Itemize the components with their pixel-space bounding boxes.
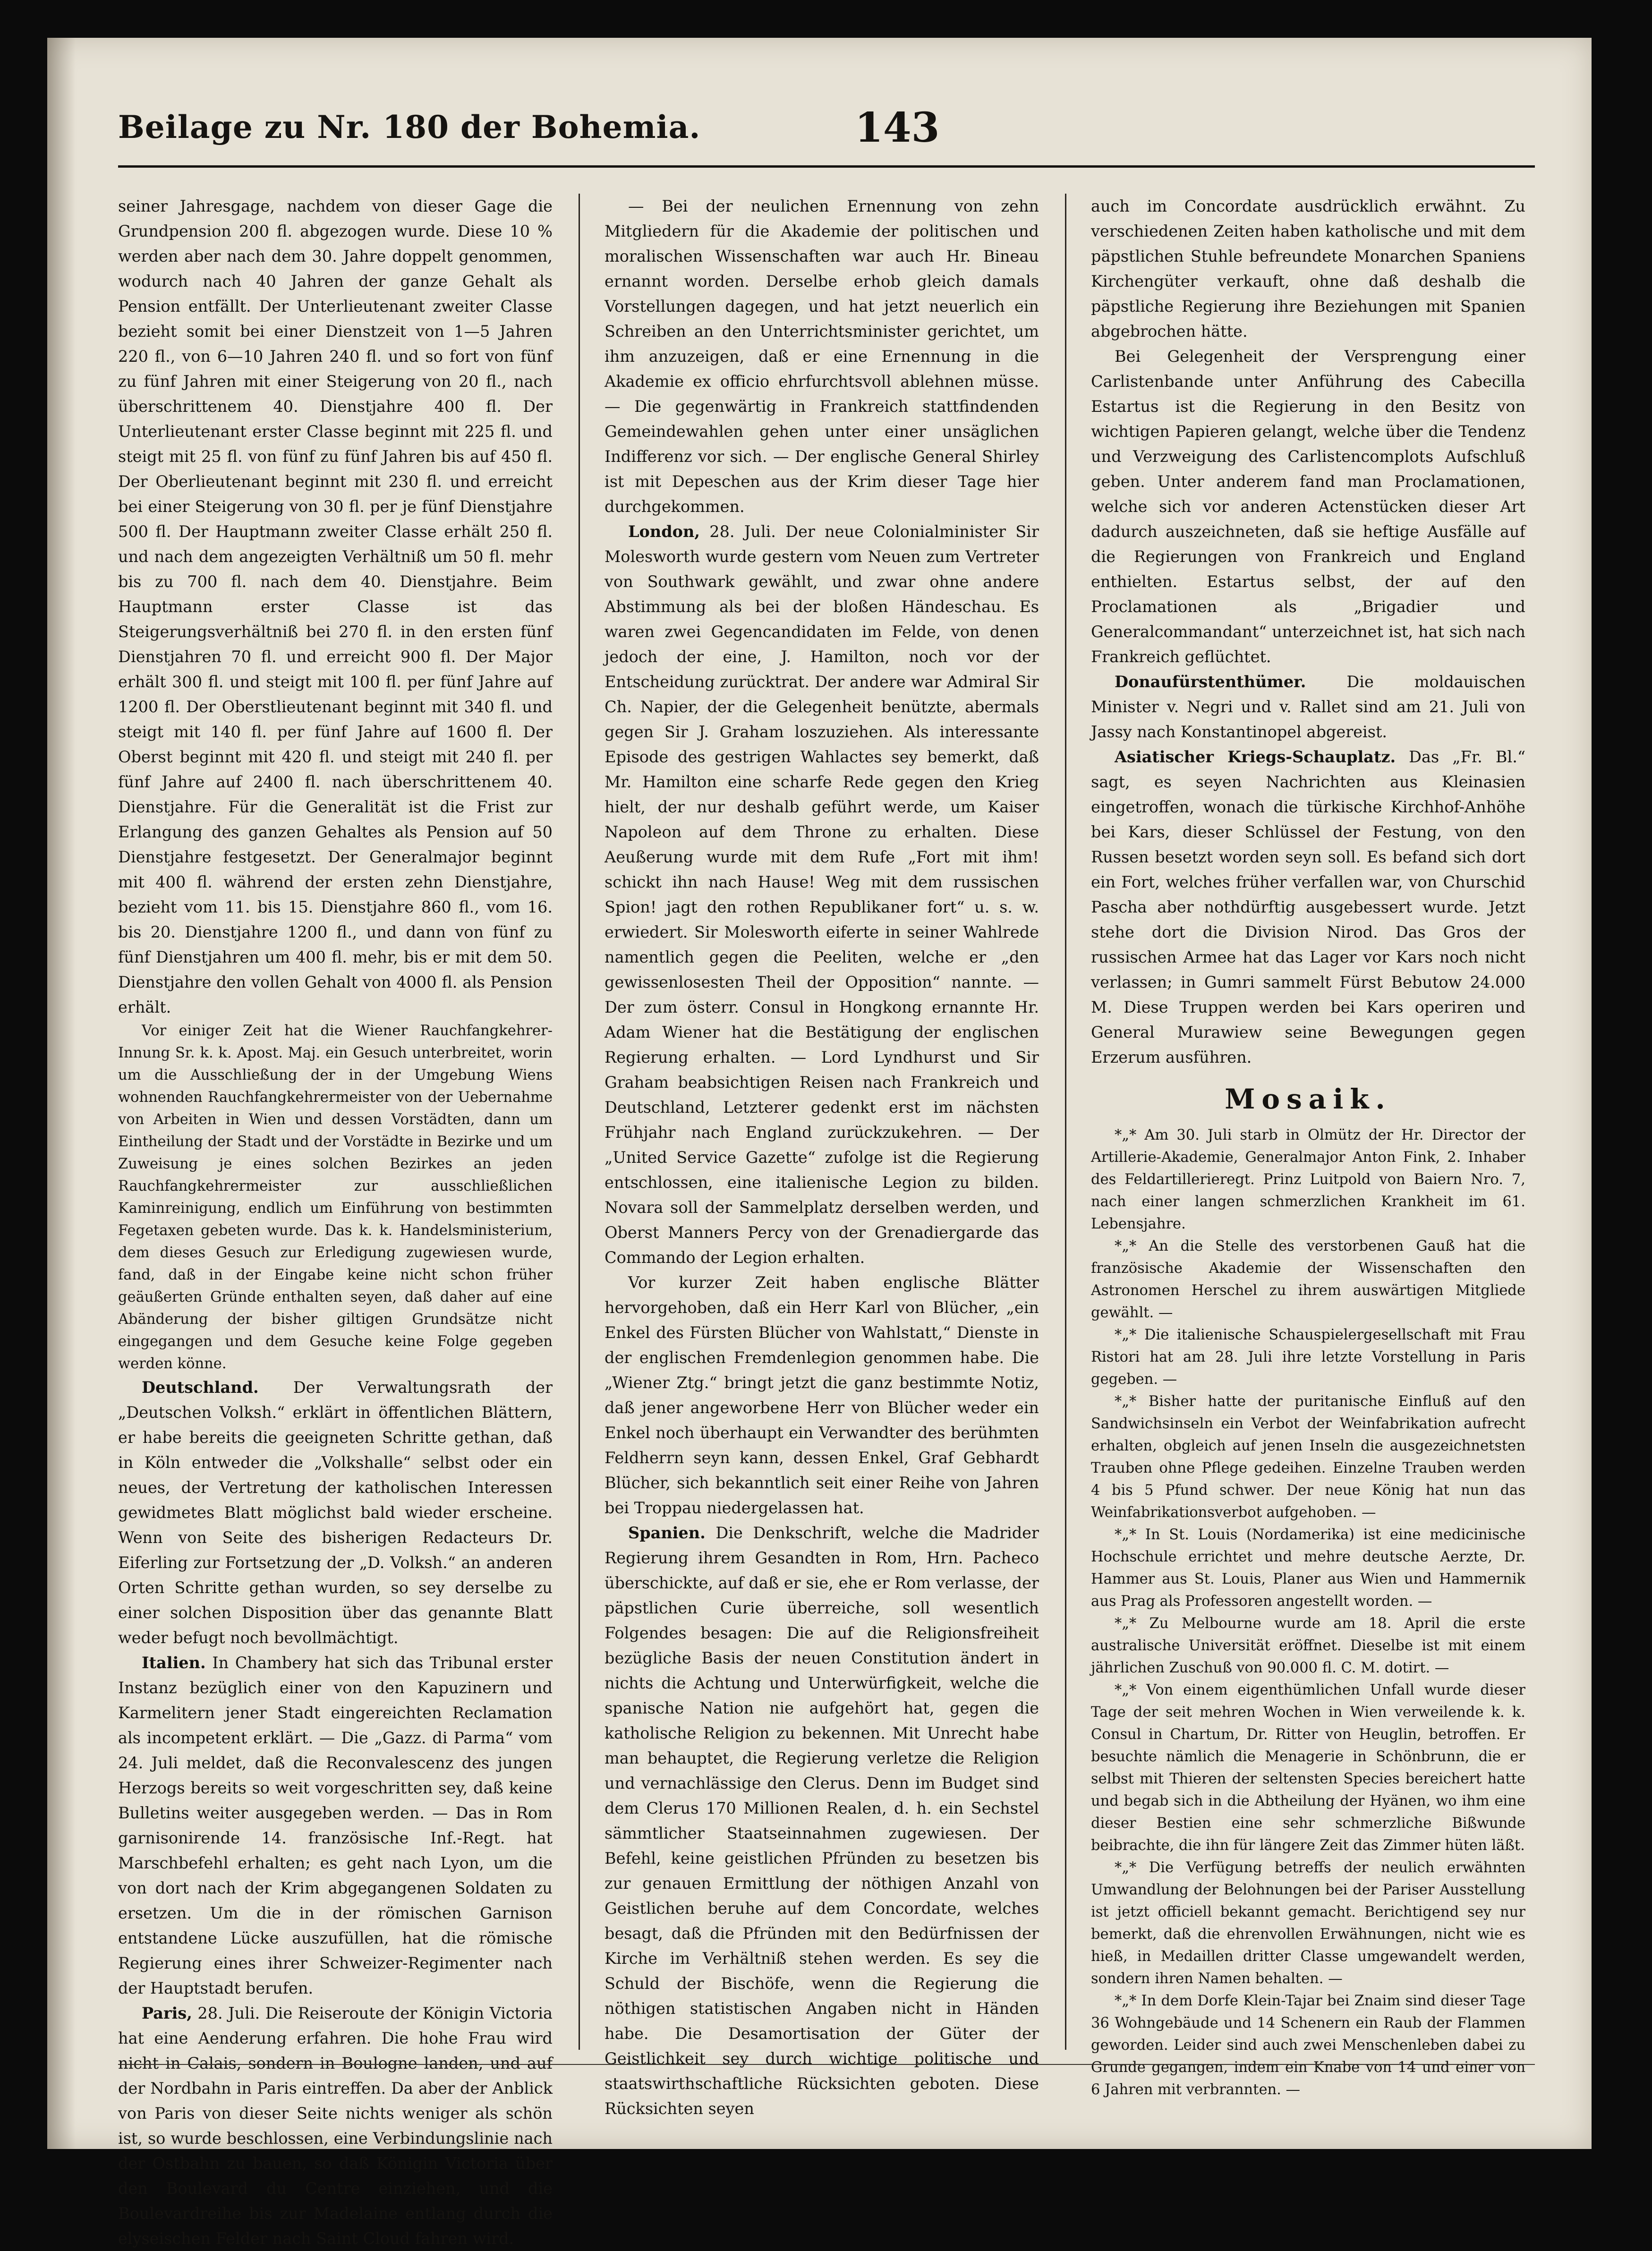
dateline-london: London, [628,522,700,541]
mosaik-item: *„* Die italienische Schauspielergesellschaft mit Frau Ristori hat am 28. Juli ihre letzte Vorstellung in Paris gegeben. — [1091,1327,1525,1388]
article-concordat: auch im Concordate ausdrücklich erwähnt. Zu verschiedenen Zeiten haben katholische und mit dem päpstlichen Stuhle befreundete Monarchen Spaniens Kirchengüter verkauft, ohne daß deshalb die päpstliche Regierung ihre Beziehungen mit Spanien abgebrochen hätte. [1091,197,1525,341]
article-asia [1091,744,1525,1070]
article-london-text: 28. Juli. Der neue Colonialminister Sir Molesworth wurde gestern vom Neuen zum Vertreter von Southwark gewählt, und zwar ohne andere Abstimmung als bei der bloßen Händeschau. Es waren zwei Gegencandidaten im Felde, von denen jedoch der eine, J. Hamilton, noch vor der Entscheidung zurücktrat. Der andere war Admiral Sir Ch. Napier, der die Gelegenheit benützte, abermals gegen Sir J. Graham loszuziehen. Als interessante Episode des gestrigen Wahlactes sey bemerkt, daß Mr. Hamilton eine scharfe Rede gegen den Krieg hielt, der nur deshalb geführt werde, um Kaiser Napoleon auf dem Throne zu erhalten. Diese Aeußerung wurde mit dem Rufe „Fort mit ihm! schickt ihn nach Hause! Weg mit dem russischen Spion! jagt den rothen Republikaner fort“ u. s. w. erwiedert. Sir Molesworth eiferte in seiner Wahlrede namentlich gegen die Peeliten, welche er „den gewissenlosesten Theil der Opposition“ nannte. — Der zum österr. Consul in Hongkong ernannte Hr. Adam Wiener hat die Bestätigung der englischen Regierung erhalten. — Lord Lyndhurst und Sir Graham beabsichtigen Reisen nach Frankreich und Deutschland, Letzterer gedenkt erst im nächsten Frühjahr nach England zurückzukehren. — Der „United Service Gazette“ zufolge ist die Regierung entschlossen, eine italienische Legion zu bilden. Novara soll der Sammelplatz derselben werden, und Oberst Manners Percy von der Grenadiergarde das Commando der Legion erhalten. [605,522,1039,1267]
dateline-italien: Italien. [142,1654,206,1672]
dateline-paris: Paris, [142,2004,192,2022]
article-donau [1091,669,1525,744]
mosaik-item: *„* Von einem eigenthümlichen Unfall wurde dieser Tage der seit mehren Wochen in Wien verweilende k. k. Consul in Chartum, Dr. Ritter von Heuglin, betroffen. Er besuchte nämlich die Menagerie in Schönbrunn, die er selbst mit Thieren der seltensten Species bereichert hatte und begab sich in die Abtheilung der Hyänen, wo ihm eine dieser Bestien eine sehr schmerzliche Bißwunde beibrachte, die ihn für längere Zeit das Zimmer hüten läßt. [1091,1682,1525,1854]
column-divider-2 [1065,194,1066,2050]
mosaik-heading: Mosaik. [1225,1083,1392,1115]
column-2 [605,194,1039,2118]
supplement-title: Beilage zu Nr. 180 der Bohemia. [118,109,701,145]
article-carlists: Bei Gelegenheit der Versprengung einer Carlistenbande unter Anführung des Cabecilla Estartus ist die Regierung in den Besitz von wichtigen Papieren gelangt, welche über die Tendenz und Verzweigung des Carlistencomplots Aufschluß geben. Unter anderem fand man Proclamationen, welche sich vor anderen Actenstücken dieser Art dadurch auszeichneten, daß sie heftige Ausfälle auf die Regierungen von Frankreich und England enthielten. Estartus selbst, der auf den Proclamationen als „Brigadier und Generalcommandant“ unterzeichnet ist, hat sich nach Frankreich geflüchtet. [1091,347,1525,666]
article-spanien-text: Die Denkschrift, welche die Madrider Regierung ihrem Gesandten in Rom, Hrn. Pacheco überschickte, auf daß er sie, ehe er Rom verlasse, der päpstlichen Curie überreiche, soll wesentlich Folgendes besagen: Die auf die Religionsfreiheit bezügliche Basis der neuen Constitution ändert in nichts die Achtung und Unterwürfigkeit, welche die spanische Nation nie aufgehört hat, gegen die katholische Religion zu bekennen. Mit Unrecht habe man behauptet, die Regierung verletze die Religion und vernachlässige den Clerus. Denn im Budget sind dem Clerus 170 Millionen Realen, d. h. ein Sechstel sämmtlicher Staatseinnahmen zugewiesen. Der Befehl, keine geistlichen Pfründen zu besetzen bis zur genauen Ermittlung der nöthigen Anzahl von Geistlichen beruhe auf dem Concordate, welches besagt, daß die Pfründen mit den Bedürfnissen der Kirche im Verhältniß stehen werden. Es sey die Schuld der Bischöfe, wenn die Regierung die nöthigen statistischen Angaben nicht in Händen habe. Die Desamortisation der Güter der Geistlichkeit sey durch wichtige politische und staatswirthschaftliche Rücksichten geboten. Diese Rücksichten seyen [605,1524,1039,2118]
article-deutschland [118,1375,553,1650]
mosaik-item: *„* Bisher hatte der puritanische Einfluß auf den Sandwichsinseln ein Verbot der Weinfabrikation aufrecht erhalten, obgleich auf jenen Inseln die ausgezeichnetsten Trauben ohne Pflege gedeihen. Einzelne Trauben werden 4 bis 5 Pfund schwer. Der neue König hat nun das Weinfabrikationsverbot aufgehoben. — [1091,1393,1525,1521]
article-deutschland-text: Der Verwaltungsrath der „Deutschen Volksh.“ erklärt in öffentlichen Blättern, er habe bereits die geeigneten Schritte gethan, daß in Köln entweder die „Volkshalle“ selbst oder ein neues, der Vertretung der katholischen Interessen gewidmetes Blatt möglichst bald wieder erscheine. Wenn von Seite des bisherigen Redacteurs Dr. Eiferling zur Fortsetzung der „D. Volksh.“ an anderen Orten Schritte gethan wurden, so sey derselbe zu einer solchen Disposition über das genannte Blatt weder befugt noch bevollmächtigt. [118,1378,553,1647]
page-number: 143 [855,104,940,152]
article-asia-text: Das „Fr. Bl.“ sagt, es seyen Nachrichten aus Kleinasien eingetroffen, wonach die türkische Kirchhof-Anhöhe bei Kars, dieser Schlüssel der Festung, von den Russen besetzt worden seyn soll. Es befand sich dort ein Fort, welches früher verfallen war, von Churschid Pascha aber nothdürftig ausgebessert wurde. Jetzt stehe dort die Division Nirod. Das Gros der russischen Armee hat das Lager vor Kars noch nicht verlassen; in Gumri sammelt Fürst Bebutow 24.000 M. Diese Truppen werden bei Kars operiren und General Murawiew seine Bewegungen gegen Erzerum ausführen. [1091,748,1525,1066]
dateline-spanien: Spanien. [628,1524,706,1542]
article-london [605,519,1039,1270]
article-chimney-sweeps: Vor einiger Zeit hat die Wiener Rauchfangkehrer-Innung Sr. k. k. Apost. Maj. ein Gesuch unterbreitet, worin um die Ausschließung der in der Umgebung Wiens wohnenden Rauchfangkehrermeister von der Uebernahme von Arbeiten in Wien und dessen Vorstädten, dann um Eintheilung der Stadt und der Vorstädte in Bezirke und um Zuweisung je eines solchen Bezirkes an jeden Rauchfangkehrermeister zur ausschließlichen Kaminreinigung, endlich um Einführung von bestimmten Fegetaxen gebeten wurde. Das k. k. Handelsministerium, dem dieses Gesuch zur Erledigung zugewiesen wurde, fand, daß in der Eingabe keine nicht schon früher geäußerten Gründe enthalten seyen, daß daher auf eine Abänderung der bisher giltigen Grundsätze nicht eingegangen und dem Gesuche keine Folge gegeben werden könne. [118,1023,553,1372]
newspaper-page [47,38,1592,2248]
mosaik-item: *„* Die Verfügung betreffs der neulich erwähnten Umwandlung der Belohnungen bei der Pariser Ausstellung ist jetzt officiell bekannt gemacht. Berichtigend sey nur bemerkt, daß die ehrenvollen Erwähnungen, nicht wie es hieß, in Medaillen dritter Classe umgewandelt werden, sondern ihren Namen behalten. — [1091,1859,1525,1987]
column-divider-1 [579,194,580,2050]
mosaik-item: *„* In dem Dorfe Klein-Tajar bei Znaim sind dieser Tage 36 Wohngebäude und 14 Schenern ein Raub der Flammen geworden. Leider sind auch zwei Menschenleben dabei zu Grunde gegangen, indem ein Knabe von 14 und einer von 6 Jahren mit verbrannten. — [1091,1993,1525,2098]
mosaik-item: *„* Zu Melbourne wurde am 18. April die erste australische Universität eröffnet. Dieselbe ist mit einem jährlichen Zuschuß von 90.000 fl. C. M. dotirt. — [1091,1615,1525,1676]
mosaik-item: *„* An die Stelle des verstorbenen Gauß hat die französische Akademie der Wissenschaften den Astronomen Herschel zu ihrem auswärtigen Mitgliede gewählt. — [1091,1238,1525,1321]
article-italien-text: In Chambery hat sich das Tribunal erster Instanz bezüglich einer von den Kapuzinern und Karmelitern jener Stadt eingereichten Reclamation als incompetent erklärt. — Die „Gazz. di Parma“ vom 24. Juli meldet, daß die Reconvalescenz des jungen Herzogs bereits so weit vorgeschritten sey, daß keine Bulletins weiter ausgegeben werden. — Das in Rom garnisonirende 14. französische Inf.-Regt. hat Marschbefehl erhalten; es geht nach Lyon, um die von dort nach der Krim abgegangenen Soldaten zu ersetzen. Um die in der römischen Garnison entstandene Lücke auszufüllen, hat die römische Regierung eines ihrer Schweizer-Regimenter nach der Hauptstadt berufen. [118,1654,553,1997]
article-bluecher: Vor kurzer Zeit haben englische Blätter hervorgehoben, daß ein Herr Karl von Blücher, „ein Enkel des Fürsten Blücher von Wahlstatt,“ Dienste in der englischen Fremdenlegion genommen habe. Die „Wiener Ztg.“ bringt jetzt die ganz bestimmte Notiz, daß jener angeworbene Herr von Blücher weder ein Enkel noch überhaupt ein Verwandter des berühmten Feldherrn seyn kann, dessen Enkel, Graf Gebhardt Blücher, sich bekanntlich seit einer Reihe von Jahren bei Troppau niedergelassen hat. [605,1273,1039,1517]
article-paris [118,2001,553,2251]
dateline-donau: Donaufürstenthümer. [1115,673,1306,691]
article-academy: — Bei der neulichen Ernennung von zehn Mitgliedern für die Akademie der politischen und moralischen Wissenschaften war auch Hr. Bineau ernannt worden. Derselbe erhob gleich damals Vorstellungen dagegen, und hat jetzt neuerlich ein Schreiben an den Unterrichtsminister gerichtet, um ihm anzuzeigen, daß er eine Ernennung in die Akademie ex officio ehrfurchtsvoll ablehnen müsse. — Die gegenwärtig in Frankreich stattfindenden Gemeindewahlen gehen unter einer unsäglichen Indifferenz vor sich. — Der englische General Shirley ist mit Depeschen aus der Krim dieser Tage hier durchgekommen. [605,197,1039,516]
bottom-rule [118,2064,1535,2065]
article-paris-text: 28. Juli. Die Reiseroute der Königin Victoria hat eine Aenderung erfahren. Die hohe Frau wird nicht in Calais, sondern in Boulogne landen, und auf der Nordbahn in Paris eintreffen. Da aber der Anblick von Paris von dieser Seite nichts weniger als schön ist, so wurde beschlossen, eine Verbindungslinie nach der Ostbahn zu bauen, so daß Königin Victoria über den Boulevard du Centre einziehen, und die Boulevardreihe bis zur Madelaine entlang durch die elyseischen Felder nach Saint Cloud fahren wird. [118,2004,553,2248]
article-italien [118,1650,553,2001]
mosaik-item: *„* In St. Louis (Nordamerika) ist eine medicinische Hochschule errichtet und mehre deutsche Aerzte, Dr. Hammer aus St. Louis, Planer aus Wien und Hammernik aus Prag als Professoren angestellt worden. — [1091,1526,1525,1610]
column-3 [1091,194,1525,2098]
mosaik-item: *„* Am 30. Juli starb in Olmütz der Hr. Director der Artillerie-Akademie, Generalmajor Anton Fink, 2. Inhaber des Feldartillerieregt. Prinz Luitpold von Baiern Nro. 7, nach einer langen schmerzlichen Krankheit im 61. Lebensjahre. [1091,1127,1525,1232]
article-donau-text: Die moldauischen Minister v. Negri und v. Rallet sind am 21. Juli von Jassy nach Konstantinopel abgereist. [1091,673,1525,741]
dateline-deutschland: Deutschland. [142,1378,259,1397]
dateline-asia: Asiatischer Kriegs-Schauplatz. [1115,748,1396,766]
article-spanien [605,1520,1039,2121]
article-pension-scale: seiner Jahresgage, nachdem von dieser Gage die Grundpension 200 fl. abgezogen wurde. Diese 10 % werden aber nach dem 30. Jahre doppelt genommen, wodurch nach 40 Jahren der ganze Gehalt als Pension entfällt. Der Unterlieutenant zweiter Classe bezieht somit bei einer Dienstzeit von 1—5 Jahren 220 fl., von 6—10 Jahren 240 fl. und so fort von fünf zu fünf Jahren mit einer Steigerung von 20 fl., nach überschrittenem 40. Dienstjahre 400 fl. Der Unterlieutenant erster Classe beginnt mit 225 fl. und steigt mit 25 fl. von fünf zu fünf Jahren bis auf 450 fl. Der Oberlieutenant beginnt mit 230 fl. und erreicht bei einer Steigerung von 30 fl. per je fünf Dienstjahre 500 fl. Der Hauptmann zweiter Classe erhält 250 fl. und nach dem angezeigten Verhältniß um 50 fl. mehr bis zu 700 fl. nach dem 40. Dienstjahre. Beim Hauptmann erster Classe ist das Steigerungsverhältniß bei 270 fl. in den ersten fünf Dienstjahren 70 fl. und erreicht 900 fl. Der Major erhält 300 fl. und steigt mit 100 fl. per fünf Jahre auf 1200 fl. Der Oberstlieutenant beginnt mit 340 fl. und steigt mit 140 fl. per fünf Jahre auf 1600 fl. Der Oberst beginnt mit 420 fl. und steigt mit 240 fl. per fünf Jahre auf 2400 fl. nach überschrittenem 40. Dienstjahre. Für die Generalität ist die Frist zur Erlangung des ganzen Gehaltes als Pension auf 50 Dienstjahre festgesetzt. Der Generalmajor beginnt mit 400 fl. während der ersten zehn Dienstjahre, bezieht vom 11. bis 15. Dienstjahre 860 fl., vom 16. bis 20. Dienstjahre 1200 fl., und dann von fünf zu fünf Dienstjahren um 400 fl. mehr, bis er mit dem 50. Dienstjahre den vollen Gehalt von 4000 fl. als Pension erhält. [118,197,553,1016]
column-1 [118,194,553,2248]
page-header [118,104,1535,175]
binding-shadow [47,38,76,2149]
header-rule [118,165,1535,168]
